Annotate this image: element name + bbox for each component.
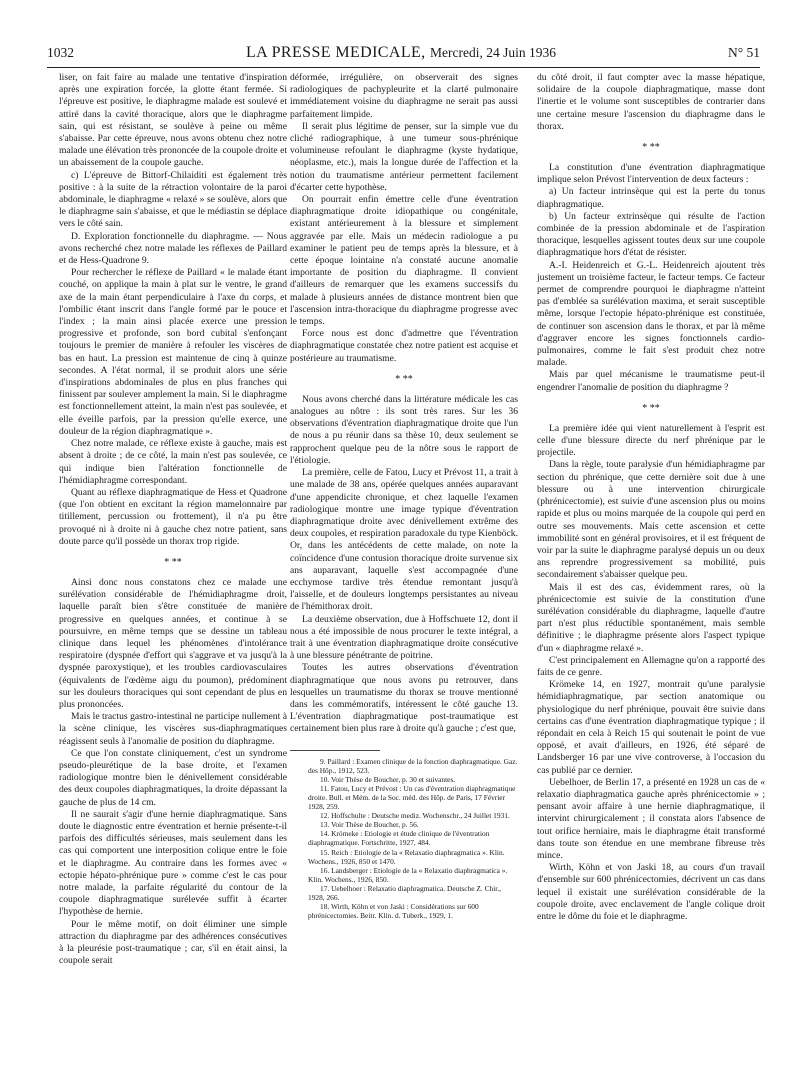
paragraph: La deuxième observation, due à Hoffschuete 12, dont il nous a été impossible de nous procurer le texte intégral, a trait à une éventration diaphragmatique droite consécutive à une blessure pénétrante de poitrine. [290,613,518,662]
column-2 [290,72,518,920]
issue-date: Mercredi, 24 Juin 1936 [430,45,556,60]
paragraph: On pourrait enfin émettre celle d'une éventration diaphragmatique droite idiopathique ou congénitale, existant antérieurement à la blessure et simplement aggravée par elle. Mais un médecin radiologue a pu examiner le patient peu de temps après la blessure, et à cette époque lointaine n'a constaté aucune anomalie importante de position du diaphragme. Il convient d'ailleurs de remarquer que les examens successifs du malade à plusieurs années de distance montrent bien que l'ascension intra-thoracique du diaphragme progresse avec le temps. [290,194,518,328]
section-break: * ** [642,142,660,154]
issue-number: N° 51 [727,45,760,60]
header-rule [47,67,760,68]
paragraph: Il serait plus légitime de penser, sur la simple vue du cliché radiographique, à une tumeur sous-phrénique volumineuse refoulant le diaphragme (kyste hydatique, néoplasme, etc.), mais la longue durée de l'affection et la notion du traumatisme antérieur permettent facilement d'écarter cette hypothèse. [290,120,518,193]
paragraph: liser, on fait faire au malade une tentative d'inspiration après une expiration forcée, la glotte étant fermée. Si l'épreuve est positive, le diaphragme malade est soulevé et attiré dans la cavité thoracique, alors que le diaphragme sain, qui est résistant, se soulève à peine ou même s'abaisse. Par cette épreuve, nous avons obtenu chez notre malade une élévation très prononcée de la coupole droite et un abaissement de la coupole gauche. [59,72,287,169]
paragraph: Force nous est donc d'admettre que l'éventration diaphragmatique constatée chez notre patient est acquise et postérieure au traumatisme. [290,328,518,364]
section-break: * ** [395,373,413,385]
column-3 [537,72,765,923]
paragraph: a) Un facteur intrinsèque qui est la perte du tonus diaphragmatique. [537,186,765,210]
footnote: 13. Voir Thèse de Boucher, p. 56. [320,820,419,830]
paragraph: Nous avons cherché dans la littérature médicale les cas analogues au nôtre : ils sont très rares. Sur les 36 observations d'éventration diaphragmatique droite que l'un de nous a pu réunir dans sa thèse 10, deux seulement se rapprochent quelque peu de la nôtre sous le rapport de l'étiologie. [290,393,518,466]
column-1 [59,72,287,967]
paragraph: C'est principalement en Allemagne qu'on a rapporté des faits de ce genre. [537,654,765,678]
paragraph: A.-I. Heidenreich et G.-L. Heidenreich ajoutent très justement un troisième facteur, le facteur temps. Ce facteur permet de comprendre pourquoi le diaphragme n'atteint pas d'emblée sa surélévation maxima, et serait susceptible même, lorsque l'ectopie hépato-phrénique est constituée, de continuer son ascension dans le thorax, et par là même d'aggraver encore les signes fonctionnels cardio-pulmonaires, comme le fait s'est produit chez notre malade. [537,259,765,369]
paragraph: Krömeke 14, en 1927, montrait qu'une paralysie hémidiaphragmatique, par section anatomique ou physiologique du nerf phrénique, pouvait être suivie dans certains cas d'une éventration diaphragmatique typique ; il répondait en cela à Reich 15 qui soutenait le point de vue opposé, et avait d'ailleurs, en 1926, été séparé de Landsberger 16 par une vive controverse, à l'occasion du cas publié par ce dernier. [537,679,765,776]
footnote: 15. Reich : Etiologie de la « Relaxatio diaphragmatica ». Klin. Wochens., 1926, 850 et 1470. [308,847,505,866]
paragraph: Pour le même motif, on doit éliminer une simple attraction du diaphragme par des adhérences consécutives à la pleurésie post-traumatique ; car, s'il en était ainsi, la coupole serait [59,918,287,967]
footnote: 17. Uebelhoer : Relaxatio diaphragmatica. Deutsche Z. Chir., 1928, 266. [308,883,502,902]
footnote: 11. Fatou, Lucy et Prévost : Un cas d'éventration diaphragmatique droite. Bull. et Mém. de la Soc. méd. des Hôp. de Paris, 17 Février 1928, 259. [308,783,516,812]
paragraph: Uebelhoer, de Berlin 17, a présenté en 1928 un cas de « relaxatio diaphragmatica gauche après phrénicectomie » ; pensant avoir affaire à une hernie diaphragmatique, il intervint chirurgicalement ; il constata alors l'absence de tout orifice herniaire, mais le diaphragme était transformé dans toute son étendue en une membrane fibreuse très mince. [537,776,765,861]
paragraph: Mais il est des cas, évidemment rares, où la phrénicectomie est suivie de la constitution d'une surélévation considérable du diaphragme, laquelle d'autre part n'est plus réductible spontanément, mais semble définitive ; le diaphragme présente alors l'aspect typique d'un « diaphragme relaxé ». [537,581,765,654]
journal-title-line [246,44,556,62]
paragraph: La constitution d'une éventration diaphragmatique implique selon Prévost l'intervention de deux facteurs : [537,162,765,186]
footnote: 12. Hoffschulte : Deutsche mediz. Wochenschr., 24 Juillet 1931. [320,811,510,821]
paragraph: c) L'épreuve de Bittorf-Chilaiditi est également très positive : à la suite de la rétraction volontaire de la paroi abdominale, le diaphragme « relaxé » se soulève, alors que le diaphragme sain s'abaisse, et que le médiastin se déplace vers le côté sain. [59,169,287,230]
paragraph: b) Un facteur extrinsèque qui résulte de l'action combinée de la pression abdominale et de l'aspiration thoracique, lesquelles agissent toutes deux sur une coupole diaphragmatique hors d'état de résister. [537,210,765,259]
footnote: 10. Voir Thèse de Boucher, p. 30 et suivantes. [320,774,456,784]
paragraph: Pour rechercher le réflexe de Paillard « le malade étant couché, on applique la main à plat sur le ventre, le grand axe de la main étant perpendiculaire à l'axe du corps, et l'ombilic étant inscrit dans l'angle formé par le pouce et l'index ; la main ainsi placée exerce une pression progressive et profonde, son bord cubital s'enfonçant toujours le premier de manière à refouler les viscères de bas en haut. La pression est maintenue de cinq à quinze secondes. A l'état normal, il se produit alors une série d'inspirations abdominales de plus en plus franches qui finissent par soulever amplement la main. Si le diaphragme est fonctionnellement atteint, la main n'est pas soulevée, et elle éveille parfois, par la pression qu'elle exerce, une douleur de la région diaphragmatique ». [59,267,287,437]
footnote: 9. Paillard : Examen clinique de la fonction diaphragmatique. Gaz. des Hôp., 1912, 523. [308,756,518,775]
paragraph: Ce que l'on constate cliniquement, c'est un syndrome pseudo-pleurétique de la base droite, et l'examen radiologique montre bien le dénivellement considérable des deux coupoles diaphragmatiques, la droite dépassant la gauche de plus de 14 cm. [59,747,287,808]
paragraph: Chez notre malade, ce réflexe existe à gauche, mais est absent à droite ; de ce côté, la main n'est pas soulevée, ce qui indique bien l'altération fonctionnelle de l'hémidiaphragme correspondant. [59,438,287,486]
paragraph: La première, celle de Fatou, Lucy et Prévost 11, a trait à une malade de 38 ans, opérée quelques années auparavant d'une appendicite chronique, et chez laquelle l'examen radiologique montre une image typique d'éventration diaphragmatique droite avec dénivellement extrême des deux coupoles, et respiration paradoxale du type Kienböck. Or, dans les antécédents de cette malade, on note la coïncidence d'une contusion thoracique droite survenue six ans auparavant, laquelle s'est accompagnée d'une ecchymose tardive très étendue remontant jusqu'à l'aisselle, et de douleurs longtemps persistantes au niveau de l'hémithorax droit. [290,467,518,613]
paragraph: La première idée qui vient naturellement à l'esprit est celle d'une blessure directe du nerf phrénique par le projectile. [537,422,765,459]
footnote: 18. Wirth, Köhn et von Jaski : Considérations sur 600 phrénicectomies. Beitr. Klin. d. Tuberk., 1929, 1. [308,902,479,921]
paragraph: Dans la règle, toute paralysie d'un hémidiaphragme par section du phrénique, que cette dernière soit due à une blessure ou à une intervention chirurgicale (phrénicectomie), est suivie d'une ascension plus ou moins rapide et plus ou moins marquée de la coupole qui perd en outre ses mouvements. Mais cette ascension et cette immobilité sont en général provisoires, et il est fréquent de voir par la suite le diaphragme paralysé depuis un ou deux ans reprendre progressivement sa mobilité, puis secondairement s'abaisser quelque peu. [537,459,765,581]
page-header [47,44,760,66]
journal-title: LA PRESSE MEDICALE, [245,44,426,61]
paragraph: Wirth, Köhn et von Jaski 18, au cours d'un travail d'ensemble sur 600 phrénicectomies, décrivent un cas dans lequel il existait une surélévation considérable de la coupole droite, avec enclavement de l'angle colique droit entre le dôme du foie et le diaphragme. [537,862,765,922]
footnote-rule [290,750,380,751]
footnote: 14. Krömeke : Etiologie et étude clinique de l'éventration diaphragmatique. Fortschritte, 1927, 484. [308,829,490,848]
paragraph: déformée, irrégulière, on observerait des signes radiologiques de pachypleurite et la clarté pulmonaire immédiatement voisine du diaphragme ne serait pas aussi parfaitement limpide. [290,72,518,120]
paragraph: Toutes les autres observations d'éventration diaphragmatique que nous avons pu retrouver, dans lesquelles un traumatisme du thorax se trouve mentionné dans les commémoratifs, intéressent le côté gauche 13. L'éventration diaphragmatique post-traumatique est certainement bien plus rare à droite qu'à gauche ; c'est que, [290,662,518,735]
page-number: 1032 [47,45,74,60]
paragraph: Il ne saurait s'agir d'une hernie diaphragmatique. Sans doute le diagnostic entre éventration et hernie présente-t-il parfois des difficultés sérieuses, mais seulement dans les cas qui comportent une interposition colique entre le foie et le diaphragme. Au contraire dans les formes avec « ectopie hépato-phrénique pure » comme c'est le cas pour notre malade, la parfaite régularité du contour de la coupole diaphragmatique surélevée suffit à écarter l'hypothèse de hernie. [59,808,287,918]
paragraph: Mais par quel mécanisme le traumatisme peut-il engendrer l'anomalie de position du diaphragme ? [537,369,765,393]
paragraph: du côté droit, il faut compter avec la masse hépatique, solidaire de la coupole diaphragmatique, masse dont l'inertie et le volume sont susceptibles de contrarier dans une certaine mesure l'ascension du diaphragme dans le thorax. [537,72,765,132]
paragraph: D. Exploration fonctionnelle du diaphragme. — Nous avons recherché chez notre malade les réflexes de Paillard et de Hess-Quadrone 9. [59,230,287,267]
section-break: * ** [642,402,660,414]
paragraph: Mais le tractus gastro-intestinal ne participe nullement à la scène clinique, les viscères sus-diaphragmatiques réagissent seuls à l'anomalie de position du diaphragme. [59,711,287,747]
paragraph: Ainsi donc nous constatons chez ce malade une surélévation considérable de l'hémidiaphragme droit, laquelle paraît bien s'être constituée de manière progressive en quelques années, et continue à se poursuivre, en même temps que se dessine un tableau clinique dans lequel les phénomènes d'intolérance respiratoire (dyspnée d'effort qui s'aggrave et va jusqu'à la dyspnée paroxystique), et les troubles cardiovasculaires (équivalents de l'œdème aigu du poumon), prédominent sur les douleurs thoraciques qui sont cependant de plus en plus prononcées. [59,576,287,710]
footnote: 16. Landsberger : Etiologie de la « Relaxatio diaphragmatica ». Klin. Wochens., 1926, 850. [308,865,508,884]
paragraph: Quant au réflexe diaphragmatique de Hess et Quadrone (que l'on obtient en excitant la région mamelonnaire par titillement, percussion ou frottement), il n'a pu être provoqué ni à droite ni à gauche chez notre patient, sans doute parce qu'il possède un thorax trop rigide. [59,486,287,547]
section-break: * ** [164,556,182,568]
